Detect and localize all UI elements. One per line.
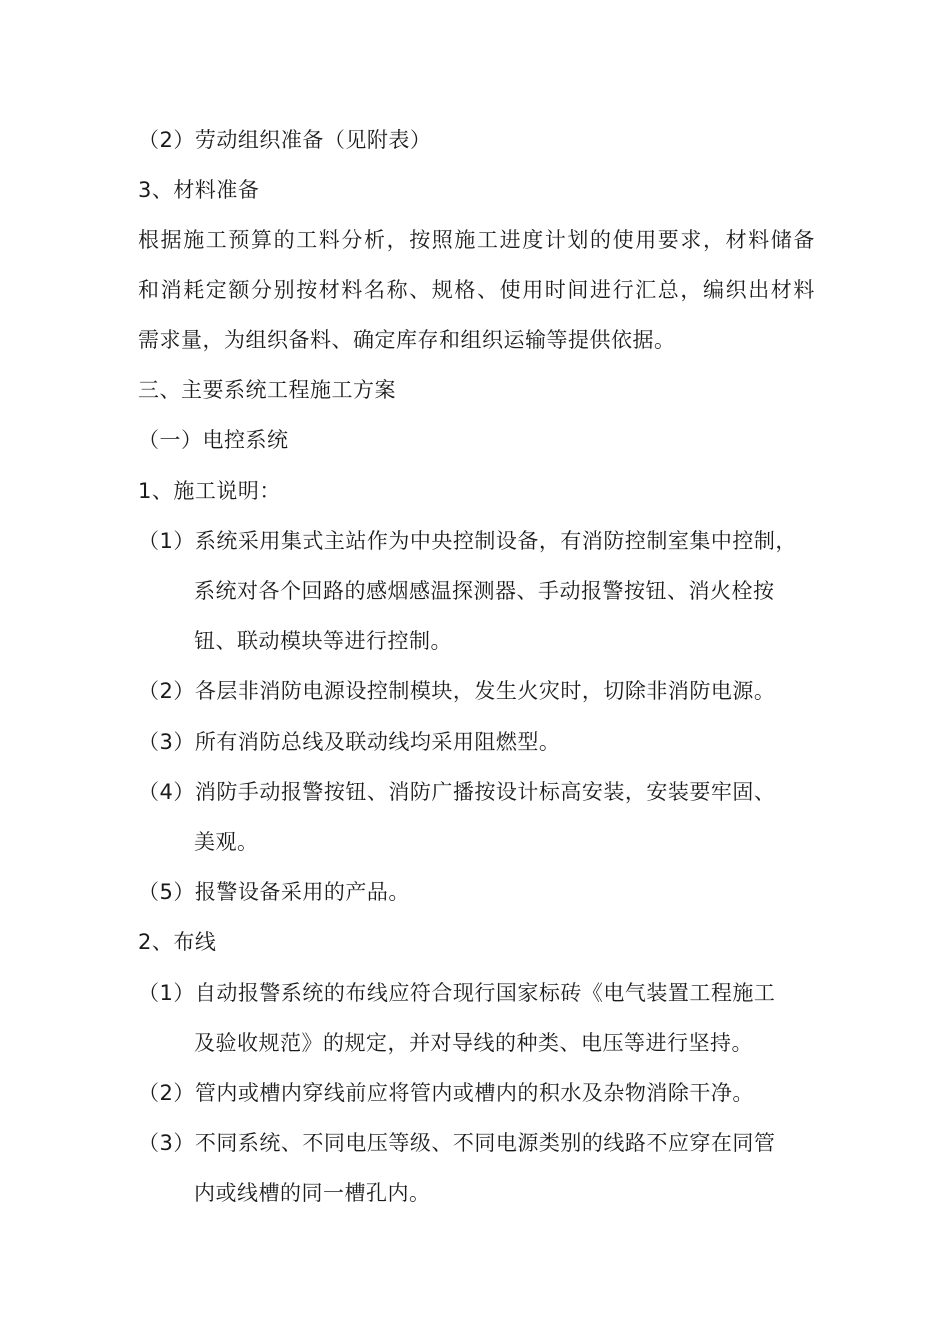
section-heading-construction-plan: 三、主要系统工程施工方案 <box>138 378 396 402</box>
wiring-1-line-1: （1）自动报警系统的布线应符合现行国家标砖《电气装置工程施工 <box>138 981 776 1005</box>
construction-notes-heading: 1、施工说明： <box>138 479 281 503</box>
wiring-1-line-2: 及验收规范》的规定，并对导线的种类、电压等进行坚持。 <box>194 1031 753 1055</box>
note-1-line-3: 钮、联动模块等进行控制。 <box>194 629 452 653</box>
note-2: （2）各层非消防电源设控制模块，发生火灾时，切除非消防电源。 <box>138 679 776 703</box>
note-4-line-1: （4）消防手动报警按钮、消防广播按设计标高安装，安装要牢固、 <box>138 780 776 804</box>
materials-paragraph-line-1: 根据施工预算的工料分析，按照施工进度计划的使用要求，材料储备 <box>138 228 816 252</box>
labor-organization-line: （2）劳动组织准备（见附表） <box>138 128 432 152</box>
materials-paragraph-line-3: 需求量，为组织备料、确定库存和组织运输等提供依据。 <box>138 328 676 352</box>
subsection-heading-control-system: （一）电控系统 <box>138 428 289 452</box>
note-3: （3）所有消防总线及联动线均采用阻燃型。 <box>138 730 561 754</box>
materials-heading: 3、材料准备 <box>138 178 260 202</box>
note-4-line-2: 美观。 <box>194 830 259 854</box>
wiring-3-line-1: （3）不同系统、不同电压等级、不同电源类别的线路不应穿在同管 <box>138 1131 776 1155</box>
materials-paragraph-line-2: 和消耗定额分别按材料名称、规格、使用时间进行汇总，编织出材料 <box>138 278 816 302</box>
note-5: （5）报警设备采用的产品。 <box>138 880 410 904</box>
note-1-line-2: 系统对各个回路的感烟感温探测器、手动报警按钮、消火栓按 <box>194 579 775 603</box>
wiring-3-line-2: 内或线槽的同一槽孔内。 <box>194 1181 431 1205</box>
note-1-line-1: （1）系统采用集式主站作为中央控制设备，有消防控制室集中控制， <box>138 529 797 553</box>
wiring-heading: 2、布线 <box>138 930 217 954</box>
wiring-2: （2）管内或槽内穿线前应将管内或槽内的积水及杂物消除干净。 <box>138 1081 754 1105</box>
